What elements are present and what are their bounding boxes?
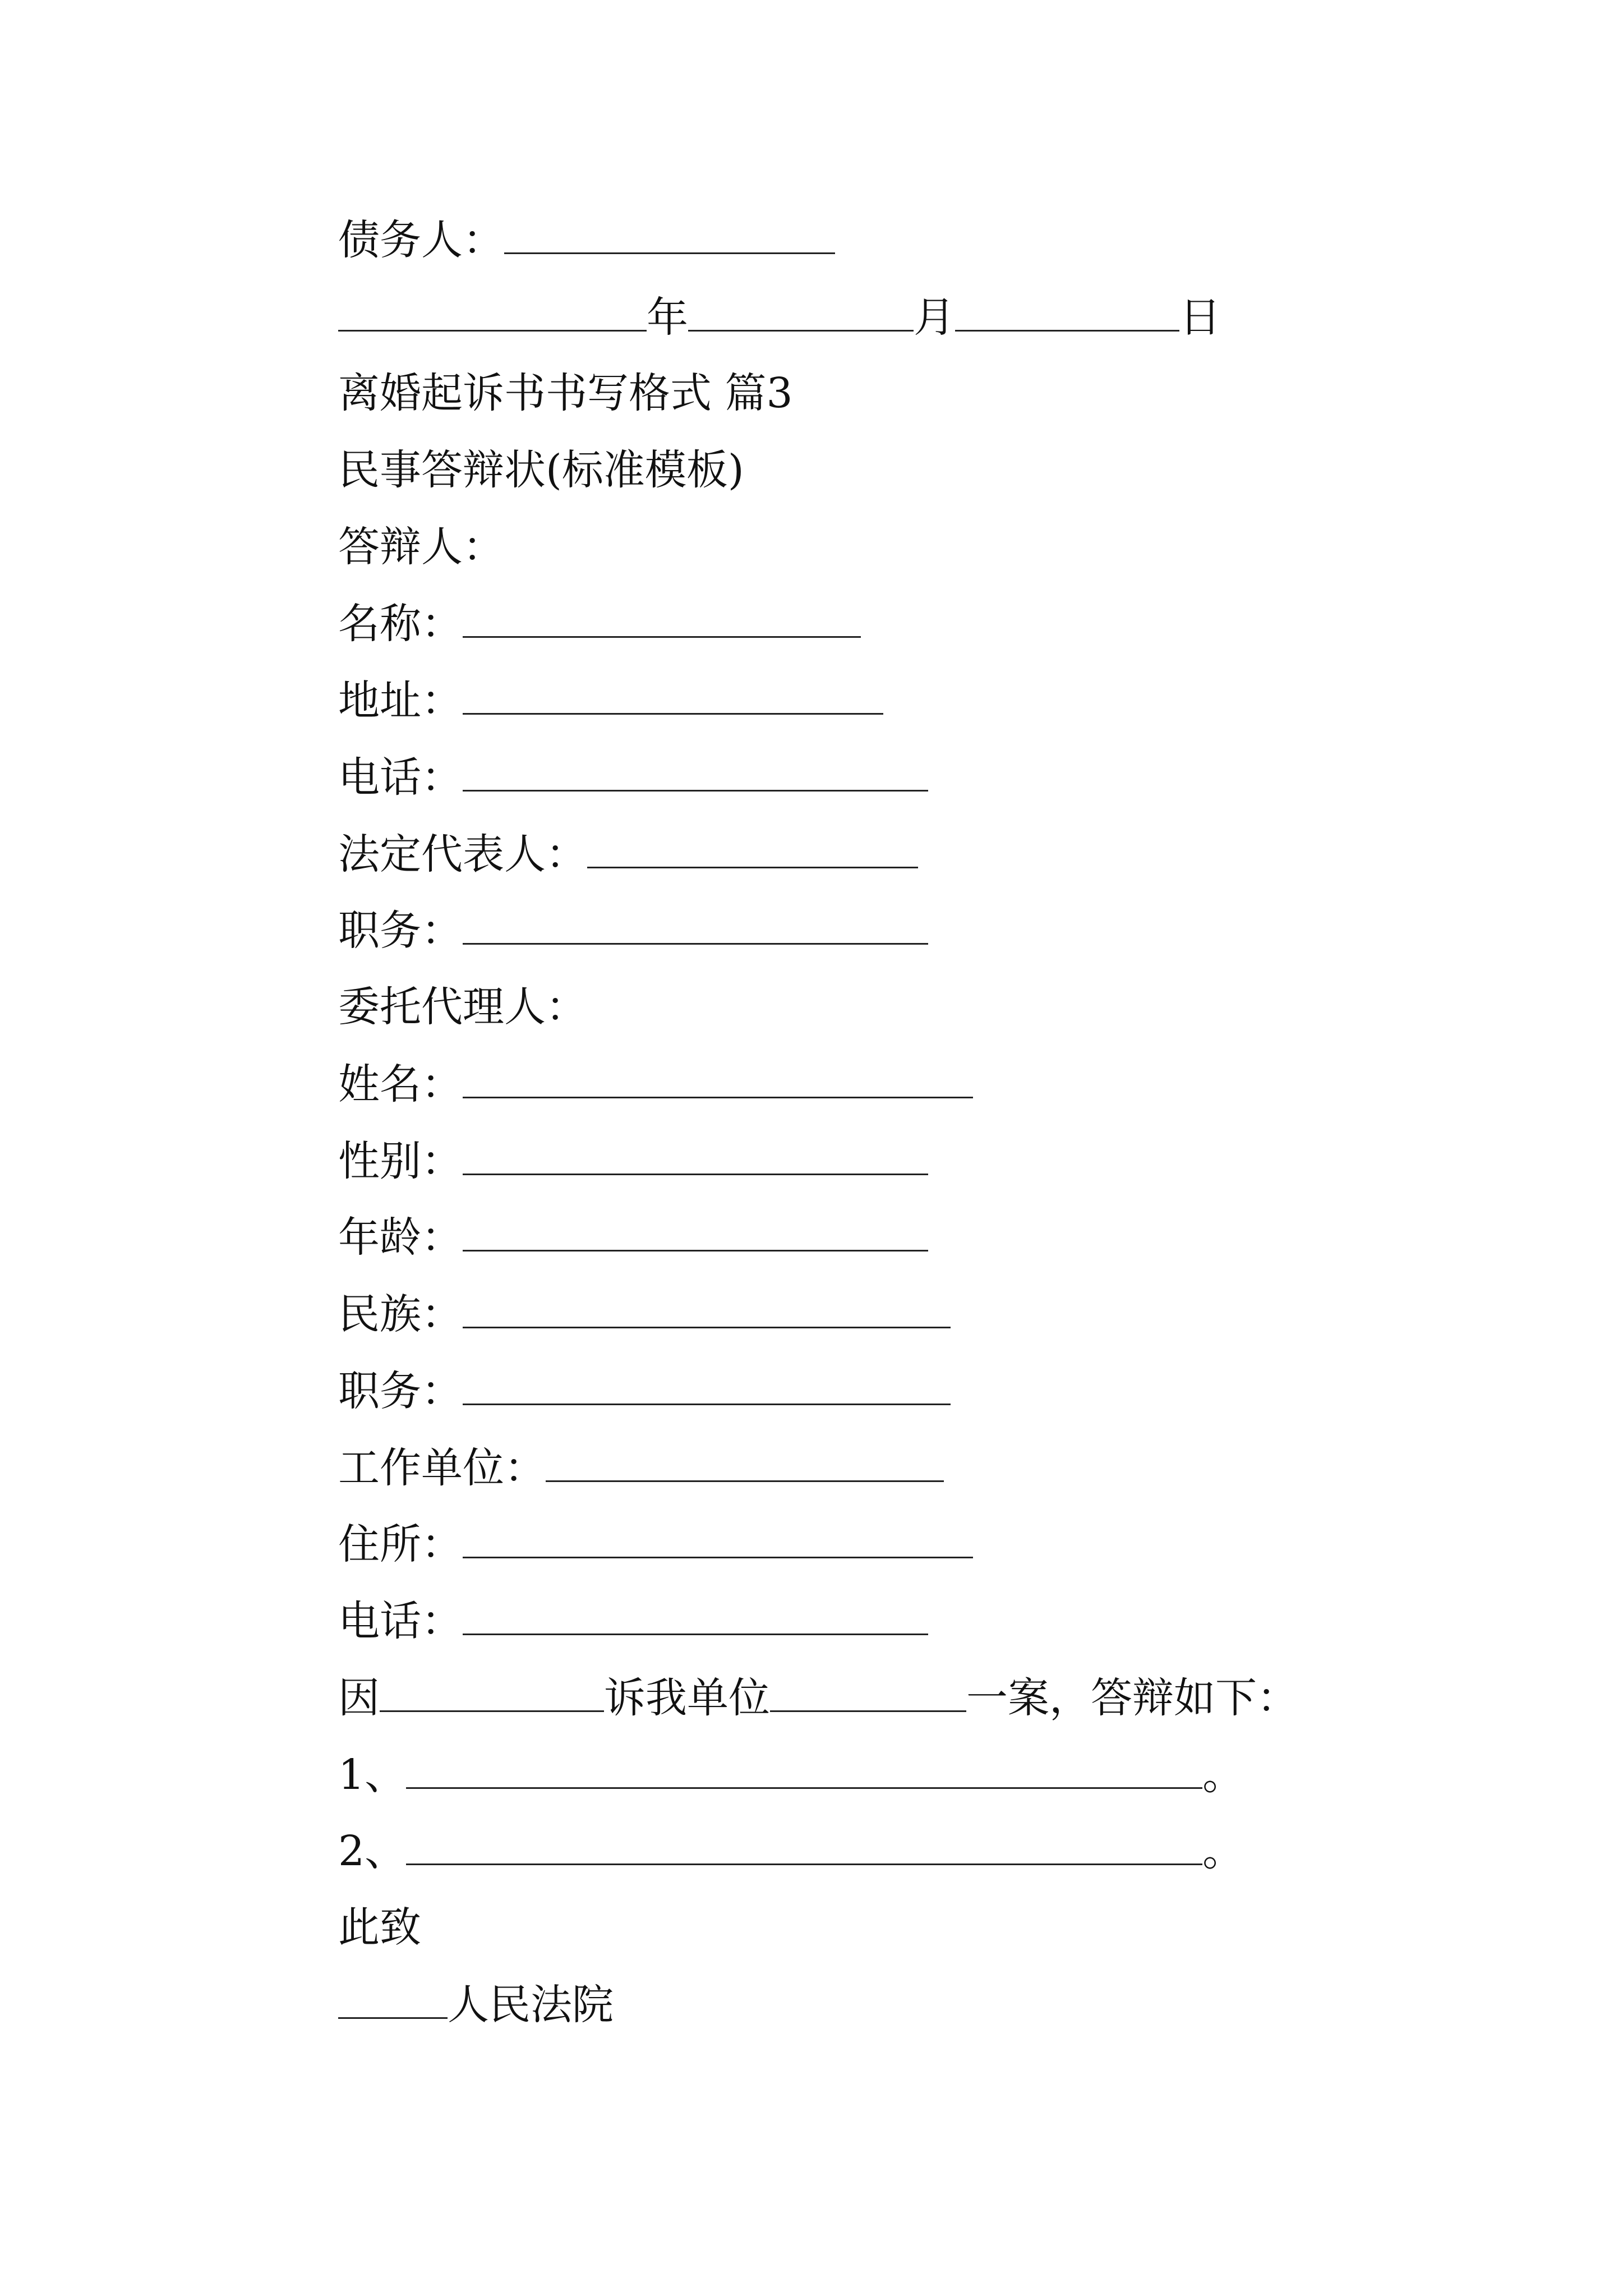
plaintiff-blank [380,1677,604,1712]
legal-rep-line [338,830,918,884]
point-2-line [338,1827,1244,1880]
legal-rep-label: 法定代表人： [338,830,587,878]
defense-intro-part1: 因 [338,1674,380,1722]
debtor-label: 债务人： [338,216,504,264]
agent-residence-label: 住所： [338,1520,463,1568]
respondent-heading: 答辩人： [338,523,504,571]
agent-age-label: 年龄： [338,1213,463,1262]
respondent-name-label: 名称： [338,600,463,648]
agent-ethnicity-blank [463,1293,951,1328]
day-blank [955,296,1179,332]
doc-title: 民事答辩状(标准模板) [338,446,744,494]
agent-employer-label: 工作单位： [338,1444,546,1492]
respondent-position-blank [463,909,928,945]
agent-residence-blank [463,1523,973,1558]
agent-name-line [338,1060,973,1114]
respondent-phone-label: 电话： [338,753,463,802]
agent-age-line [338,1213,928,1267]
respondent-position-label: 职务： [338,907,463,955]
respondent-address-label: 地址： [338,677,463,725]
respondent-name-line [338,602,861,653]
respondent-position-line [338,909,928,960]
agent-gender-label: 性别： [338,1137,463,1185]
agent-gender-blank [463,1140,928,1175]
agent-phone-line [338,1597,928,1650]
date-line [338,293,1221,347]
agent-ethnicity-line [338,1290,951,1343]
respondent-name-blank [463,602,861,638]
defense-intro-line [338,1674,1298,1727]
day-label: 日 [1179,293,1221,342]
debtor-line [338,216,835,269]
year-label: 年 [647,293,688,342]
agent-employer-line [338,1444,944,1497]
respondent-phone-blank [463,756,928,792]
agent-phone-blank [463,1600,928,1635]
agent-position-label: 职务： [338,1367,463,1415]
respondent-address-blank [463,679,883,715]
defense-intro-part3: 一案，答辩如下： [966,1674,1298,1722]
court-line [338,1981,614,2034]
agent-name-label: 姓名： [338,1060,463,1108]
point-1-number: 1、 [338,1751,407,1799]
point-2-number: 2、 [338,1827,407,1875]
point-1-blank [406,1754,1202,1789]
point-1-line [338,1751,1244,1804]
agent-age-blank [463,1216,928,1251]
agent-gender-line [338,1137,928,1190]
debtor-blank [504,219,835,254]
case-blank [770,1677,966,1712]
closing: 此致 [338,1903,421,1952]
agent-phone-label: 电话： [338,1597,463,1645]
month-blank [688,296,914,332]
point-2-blank [406,1830,1202,1865]
section-heading: 离婚起诉书书写格式 篇3 [338,369,793,417]
court-label: 人民法院 [448,1981,614,2029]
point-1-end: 。 [1202,1751,1244,1799]
agent-employer-blank [546,1447,944,1482]
court-blank [338,1984,448,2019]
agent-position-line [338,1367,951,1420]
respondent-phone-line [338,753,928,807]
agent-ethnicity-label: 民族： [338,1290,463,1338]
agent-position-blank [463,1370,951,1405]
respondent-address-line [338,679,883,730]
agent-heading: 委托代理人： [338,983,587,1031]
point-2-end: 。 [1202,1827,1244,1875]
legal-rep-blank [587,833,918,868]
agent-name-blank [463,1063,973,1098]
month-label: 月 [914,293,955,342]
agent-residence-line [338,1520,973,1573]
year-blank [338,296,647,332]
defense-intro-part2: 诉我单位 [604,1674,770,1722]
